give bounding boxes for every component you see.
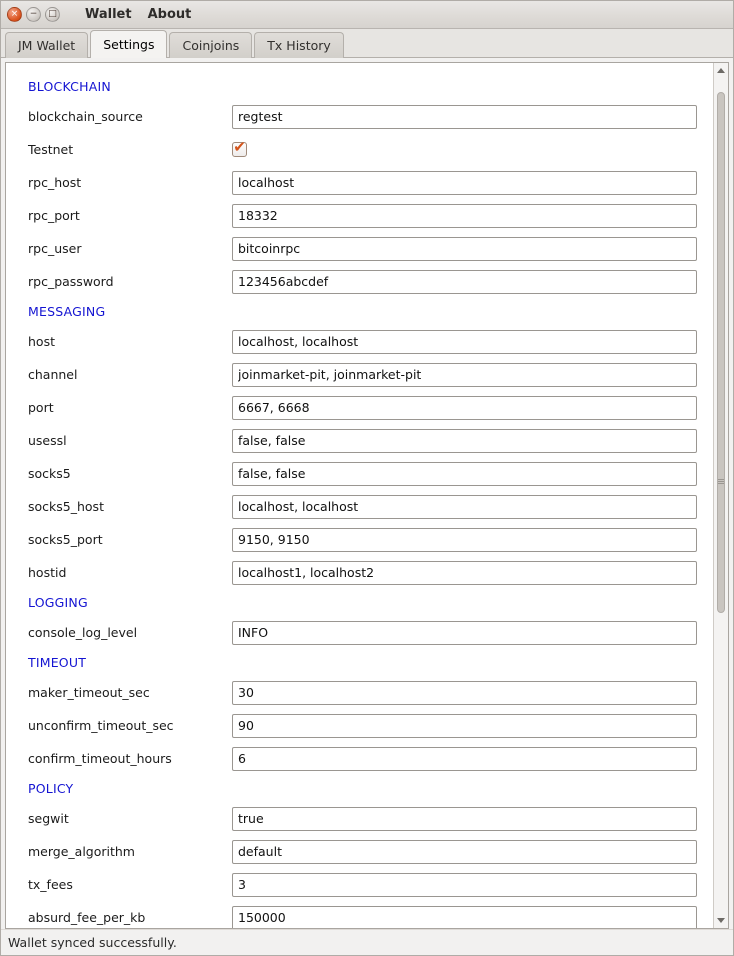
setting-field bbox=[232, 363, 697, 387]
setting-text-input[interactable] bbox=[232, 528, 697, 552]
setting-row bbox=[14, 100, 705, 133]
setting-text-input[interactable] bbox=[232, 237, 697, 261]
setting-label: host bbox=[28, 334, 55, 349]
setting-label: rpc_port bbox=[28, 208, 80, 223]
setting-row bbox=[14, 802, 705, 835]
setting-row bbox=[14, 232, 705, 265]
setting-label: rpc_user bbox=[28, 241, 82, 256]
scrollbar-track[interactable] bbox=[714, 75, 728, 916]
setting-field bbox=[232, 429, 697, 453]
tab-strip bbox=[1, 29, 733, 58]
setting-field bbox=[232, 495, 697, 519]
settings-panel bbox=[5, 62, 729, 929]
setting-label: segwit bbox=[28, 811, 69, 826]
menu-item-about[interactable]: About bbox=[147, 7, 192, 22]
tab-jm-wallet[interactable]: JM Wallet bbox=[5, 32, 88, 58]
setting-label: tx_fees bbox=[28, 877, 73, 892]
setting-field bbox=[232, 171, 697, 195]
setting-field bbox=[232, 840, 697, 864]
setting-label: Testnet bbox=[28, 142, 74, 157]
setting-row bbox=[14, 166, 705, 199]
setting-text-input[interactable] bbox=[232, 906, 697, 929]
vertical-scrollbar[interactable] bbox=[713, 63, 728, 928]
setting-field bbox=[232, 330, 697, 354]
setting-row bbox=[14, 391, 705, 424]
setting-row bbox=[14, 490, 705, 523]
setting-row bbox=[14, 358, 705, 391]
setting-label: merge_algorithm bbox=[28, 844, 135, 859]
setting-row bbox=[14, 901, 705, 928]
setting-row bbox=[14, 556, 705, 589]
menu-item-wallet[interactable]: Wallet bbox=[85, 7, 132, 22]
setting-row bbox=[14, 457, 705, 490]
setting-row bbox=[14, 742, 705, 775]
setting-label: channel bbox=[28, 367, 78, 382]
setting-text-input[interactable] bbox=[232, 204, 697, 228]
setting-row bbox=[14, 616, 705, 649]
check-icon: ✔ bbox=[233, 138, 246, 156]
setting-label: confirm_timeout_hours bbox=[28, 751, 172, 766]
tab-tx-history[interactable]: Tx History bbox=[254, 32, 343, 58]
setting-field bbox=[232, 138, 697, 157]
maximize-icon[interactable]: □ bbox=[45, 7, 60, 22]
status-message: Wallet synced successfully. bbox=[8, 935, 177, 950]
setting-label: socks5_port bbox=[28, 532, 103, 547]
setting-row bbox=[14, 523, 705, 556]
setting-label: unconfirm_timeout_sec bbox=[28, 718, 174, 733]
minimize-icon[interactable]: − bbox=[26, 7, 41, 22]
section-heading: LOGGING bbox=[28, 595, 88, 610]
setting-text-input[interactable] bbox=[232, 561, 697, 585]
setting-field bbox=[232, 105, 697, 129]
setting-field bbox=[232, 621, 697, 645]
setting-text-input[interactable] bbox=[232, 462, 697, 486]
menu-bar bbox=[78, 4, 198, 25]
status-bar bbox=[1, 929, 733, 955]
setting-text-input[interactable] bbox=[232, 807, 697, 831]
setting-row bbox=[14, 868, 705, 901]
setting-text-input[interactable] bbox=[232, 396, 697, 420]
setting-label: blockchain_source bbox=[28, 109, 143, 124]
setting-label: hostid bbox=[28, 565, 67, 580]
setting-label: absurd_fee_per_kb bbox=[28, 910, 146, 925]
setting-text-input[interactable] bbox=[232, 270, 697, 294]
setting-label: socks5_host bbox=[28, 499, 104, 514]
setting-row bbox=[14, 676, 705, 709]
checkbox-box[interactable] bbox=[232, 138, 247, 157]
setting-field bbox=[232, 747, 697, 771]
setting-text-input[interactable] bbox=[232, 681, 697, 705]
window-controls bbox=[7, 7, 60, 22]
setting-field bbox=[232, 270, 697, 294]
setting-field bbox=[232, 561, 697, 585]
setting-row bbox=[14, 265, 705, 298]
setting-text-input[interactable] bbox=[232, 429, 697, 453]
setting-label: rpc_host bbox=[28, 175, 82, 190]
setting-label: rpc_password bbox=[28, 274, 114, 289]
setting-text-input[interactable] bbox=[232, 363, 697, 387]
section-heading: MESSAGING bbox=[28, 304, 106, 319]
tab-coinjoins[interactable]: Coinjoins bbox=[169, 32, 252, 58]
setting-field bbox=[232, 714, 697, 738]
setting-row bbox=[14, 424, 705, 457]
setting-row bbox=[14, 199, 705, 232]
setting-text-input[interactable] bbox=[232, 840, 697, 864]
setting-text-input[interactable] bbox=[232, 747, 697, 771]
setting-text-input[interactable] bbox=[232, 873, 697, 897]
setting-field bbox=[232, 873, 697, 897]
setting-checkbox[interactable] bbox=[232, 138, 697, 157]
setting-field bbox=[232, 906, 697, 929]
scroll-up-icon[interactable] bbox=[717, 68, 725, 73]
setting-field bbox=[232, 237, 697, 261]
setting-label: socks5 bbox=[28, 466, 71, 481]
setting-row bbox=[14, 325, 705, 358]
setting-text-input[interactable] bbox=[232, 495, 697, 519]
setting-field bbox=[232, 528, 697, 552]
setting-text-input[interactable] bbox=[232, 714, 697, 738]
setting-field bbox=[232, 462, 697, 486]
scrollbar-thumb[interactable] bbox=[717, 92, 725, 613]
setting-text-input[interactable] bbox=[232, 330, 697, 354]
setting-text-input[interactable] bbox=[232, 105, 697, 129]
setting-text-input[interactable] bbox=[232, 621, 697, 645]
setting-field bbox=[232, 396, 697, 420]
title-bar bbox=[1, 1, 733, 29]
setting-text-input[interactable] bbox=[232, 171, 697, 195]
close-icon[interactable]: × bbox=[7, 7, 22, 22]
setting-field bbox=[232, 204, 697, 228]
setting-field bbox=[232, 681, 697, 705]
setting-field bbox=[232, 807, 697, 831]
scroll-down-icon[interactable] bbox=[717, 918, 725, 923]
setting-row bbox=[14, 133, 705, 166]
setting-label: console_log_level bbox=[28, 625, 138, 640]
section-heading: POLICY bbox=[28, 781, 74, 796]
section-heading: TIMEOUT bbox=[28, 655, 87, 670]
setting-label: port bbox=[28, 400, 54, 415]
tab-settings[interactable]: Settings bbox=[90, 30, 167, 58]
setting-label: usessl bbox=[28, 433, 67, 448]
section-heading: BLOCKCHAIN bbox=[28, 79, 111, 94]
settings-scroll-area[interactable] bbox=[6, 63, 713, 928]
scrollbar-grip bbox=[718, 479, 724, 484]
content-area bbox=[1, 58, 733, 929]
setting-label: maker_timeout_sec bbox=[28, 685, 150, 700]
setting-row bbox=[14, 835, 705, 868]
setting-row bbox=[14, 709, 705, 742]
